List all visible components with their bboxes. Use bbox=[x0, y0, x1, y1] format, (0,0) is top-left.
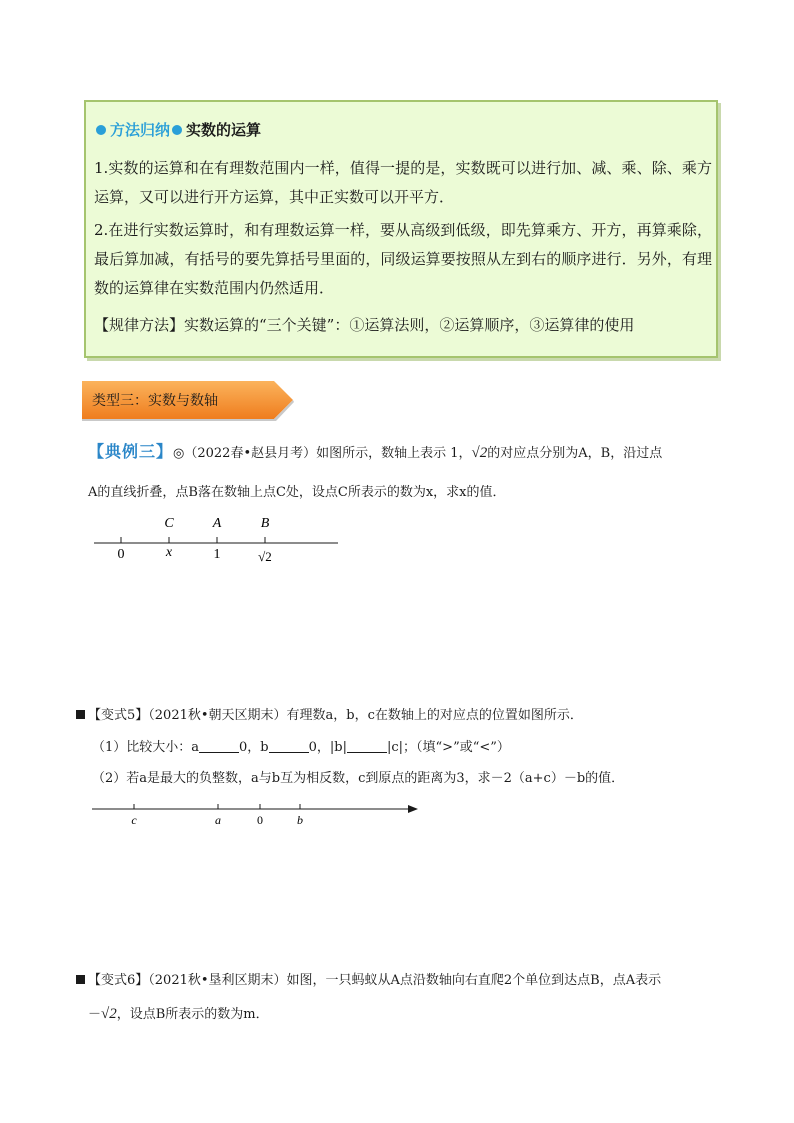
variant5-question2: （2）若a是最大的负整数，a与b互为相反数，c到原点的距离为3，求－2（a+c）－b的值． bbox=[92, 771, 625, 786]
axis-label-b: b bbox=[297, 813, 303, 827]
banner-text: 类型三：实数与数轴 bbox=[92, 393, 218, 409]
bullet-dot-icon bbox=[96, 125, 106, 135]
value-label-1: 1 bbox=[213, 547, 221, 562]
axis-label-0: 0 bbox=[257, 813, 263, 827]
bullet-dot-icon bbox=[172, 125, 182, 135]
method-title bbox=[96, 119, 261, 140]
example3-label: 【典例三】 bbox=[88, 442, 174, 461]
value-label-sqrt2: √2 bbox=[258, 549, 272, 564]
point-label-b: B bbox=[260, 516, 270, 531]
answer-blank[interactable] bbox=[199, 738, 239, 753]
square-bullet-icon bbox=[76, 975, 85, 984]
point-label-a: A bbox=[212, 516, 222, 531]
variant5-question1: （1）比较大小：a 0，b 0，|b| |c|；（填“>”或“<”） bbox=[92, 740, 510, 755]
method-paragraph-1: 1.实数的运算和在有理数范围内一样，值得一提的是，实数既可以进行加、减、乘、除、乘方运算，又可以进行开方运算，其中正实数可以开平方． bbox=[94, 159, 712, 206]
value-label-0: 0 bbox=[117, 547, 125, 562]
method-title-sub: 实数的运算 bbox=[186, 121, 262, 139]
point-label-c: C bbox=[164, 516, 174, 531]
axis-arrow-icon bbox=[408, 805, 418, 813]
value-label-x: x bbox=[165, 545, 173, 560]
square-bullet-icon bbox=[76, 710, 85, 719]
axis-label-c: c bbox=[131, 813, 137, 827]
example3-line2: A的直线折叠，点B落在数轴上点C处，设点C所表示的数为x，求x的值． bbox=[88, 485, 506, 500]
method-paragraph-2: 2.在进行实数运算时，和有理数运算一样，要从高级到低级，即先算乘方、开方，再算乘除，最后算加减，有括号的要先算括号里面的，同级运算要按照从左到右的顺序进行．另外，有理数的运算律在实数范围内仍然适用． bbox=[94, 221, 712, 297]
variant6-header: 【变式6】（2021秋•垦利区期末）如图，一只蚂蚁从A点沿数轴向右直爬2个单位到达点B，点A表示 bbox=[76, 971, 736, 991]
example3-number-line bbox=[88, 510, 348, 570]
method-paragraph-3: 【规律方法】实数运算的“三个关键”：①运算法则，②运算顺序，③运算律的使用 bbox=[94, 316, 635, 334]
answer-blank[interactable] bbox=[269, 738, 309, 753]
section-banner-type3 bbox=[82, 381, 292, 419]
axis-label-a: a bbox=[215, 813, 221, 827]
example3-line1: 【典例三】◎（2022春•赵县月考）如图所示，数轴上表示 1，√2的对应点分别为A，B，沿过点 bbox=[88, 442, 663, 461]
method-summary-box bbox=[84, 100, 718, 358]
method-title-main: 方法归纳 bbox=[110, 121, 171, 139]
variant6-line2: －√2，设点B所表示的数为m． bbox=[88, 1006, 269, 1022]
variant5-header: 【变式5】（2021秋•朝天区期末）有理数a，b，c在数轴上的对应点的位置如图所示． bbox=[76, 706, 736, 726]
variant5-number-line bbox=[88, 798, 424, 832]
answer-blank[interactable] bbox=[347, 738, 387, 753]
